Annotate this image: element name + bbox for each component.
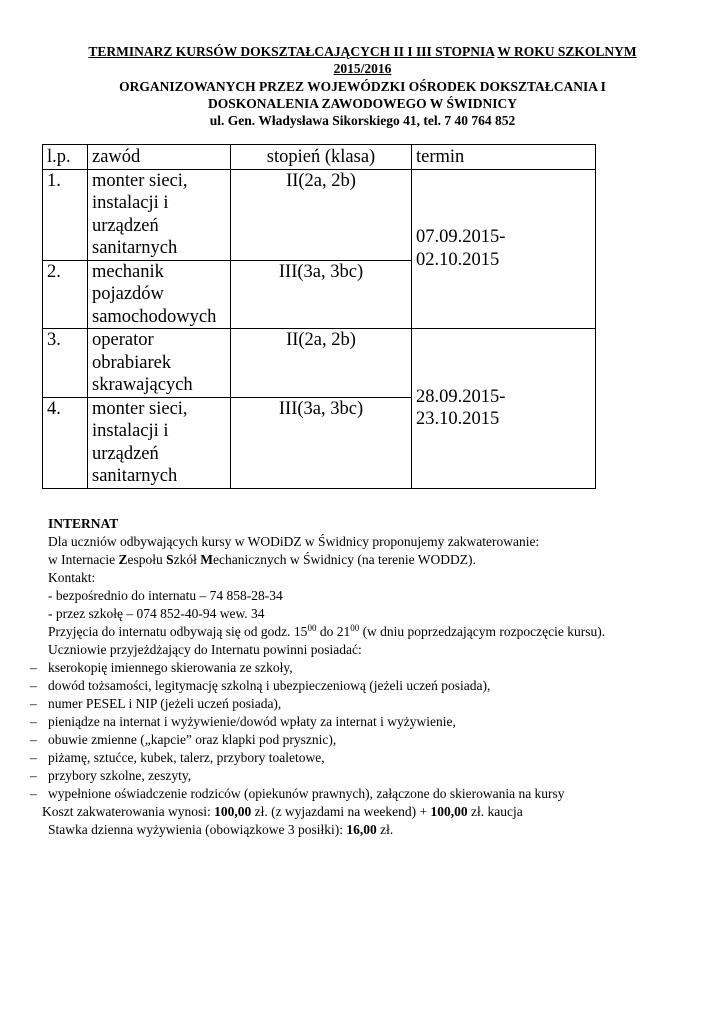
cell-stopien: II(2a, 2b) <box>231 169 412 260</box>
list-item: – piżamę, sztućce, kubek, talerz, przybory toaletowe, <box>30 750 325 765</box>
schedule-table <box>42 144 596 489</box>
list-item: – kserokopię imiennego skierowania ze szkoły, <box>30 660 293 675</box>
column-header-lp: l.p. <box>43 145 88 170</box>
contact-internat: - bezpośrednio do internatu – 74 858-28-34 <box>48 588 283 603</box>
cell-stopien: II(2a, 2b) <box>231 329 412 398</box>
list-item: – dowód tożsamości, legitymację szkolną i ubezpieczeniową (jeżeli uczeń posiada), <box>30 678 491 693</box>
list-item: – wypełnione oświadczenie rodziców (opiekunów prawnych), załączone do skierowania na kursy <box>30 786 565 801</box>
table-row <box>43 329 596 398</box>
cell-lp: 1. <box>43 169 88 260</box>
cell-zawod: mechanik pojazdów samochodowych <box>88 260 231 329</box>
items-intro: Uczniowie przyjeżdżający do Internatu powinni posiadać: <box>48 642 362 657</box>
header-title-a: TERMINARZ KURSÓW DOKSZTAŁCAJĄCYCH II I III STOPNIA <box>88 44 495 59</box>
internat-title: INTERNAT <box>48 516 119 531</box>
accommodation-cost: Koszt zakwaterowania wynosi: 100,00 zł. (z wyjazdami na weekend) + 100,00 zł. kaucja <box>42 804 523 819</box>
header-line-1 <box>40 43 685 60</box>
column-header-termin: termin <box>412 145 596 170</box>
header-year: 2015/2016 <box>333 61 392 76</box>
list-item: – pieniądze na internat i wyżywienie/dowód wpłaty za internat i wyżywienie, <box>30 714 456 729</box>
header-title-b: W ROKU SZKOLNYM <box>497 44 637 59</box>
cell-stopien: III(3a, 3bc) <box>231 260 412 329</box>
header-organizer-2: DOSKONALENIA ZAWODOWEGO W ŚWIDNICY <box>208 96 517 111</box>
list-item: – numer PESEL i NIP (jeżeli uczeń posiada), <box>30 696 282 711</box>
cell-zawod: monter sieci, instalacji i urządzeń sanitarnych <box>88 397 231 488</box>
contact-label: Kontakt: <box>48 570 96 585</box>
column-header-zawod: zawód <box>88 145 231 170</box>
cell-lp: 3. <box>43 329 88 398</box>
cell-lp: 4. <box>43 397 88 488</box>
cell-stopien: III(3a, 3bc) <box>231 397 412 488</box>
cell-termin: 07.09.2015- 02.10.2015 <box>412 169 596 329</box>
list-item: – obuwie zmienne („kapcie” oraz klapki pod prysznic), <box>30 732 337 747</box>
table-header-row <box>43 145 596 170</box>
internat-location: w Internacie Zespołu Szkół Mechanicznych w Świdnicy (na terenie WODDZ). <box>48 552 476 567</box>
internat-intro: Dla uczniów odbywających kursy w WODiDZ w Świdnicy proponujemy zakwaterowanie: <box>48 534 540 549</box>
header-organizer: ORGANIZOWANYCH PRZEZ WOJEWÓDZKI OŚRODEK DOKSZTAŁCANIA I <box>119 79 606 94</box>
cell-termin: 28.09.2015- 23.10.2015 <box>412 329 596 489</box>
column-header-stopien: stopień (klasa) <box>231 145 412 170</box>
table-row <box>43 169 596 260</box>
header-address: ul. Gen. Władysława Sikorskiego 41, tel. 7 40 764 852 <box>209 113 516 128</box>
list-item: – przybory szkolne, zeszyty, <box>30 768 192 783</box>
cell-zawod: operator obrabiarek skrawających <box>88 329 231 398</box>
cell-lp: 2. <box>43 260 88 329</box>
admission-hours: Przyjęcia do internatu odbywają się od godz. $15^{00}$ do $21^{00}$ (w dniu poprzedzającym rozpoczęcie kursu). <box>48 623 606 639</box>
contact-school: - przez szkołę – 074 852-40-94 wew. 34 <box>48 606 265 621</box>
cell-zawod: monter sieci, instalacji i urządzeń sanitarnych <box>88 169 231 260</box>
food-rate: Stawka dzienna wyżywienia (obowiązkowe 3 posiłki): 16,00 zł. <box>48 822 394 837</box>
